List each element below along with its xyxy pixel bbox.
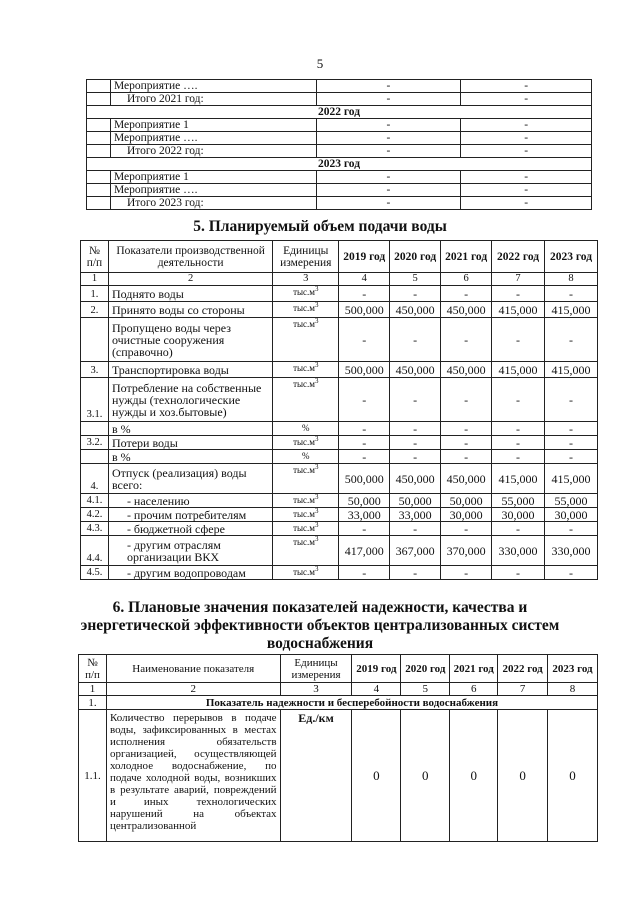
measure-name: Мероприятие …. (110, 184, 316, 197)
unit-text: тыс.м (293, 437, 315, 447)
group-title: Показатель надежности и бесперебойности водоснабжения (106, 696, 597, 710)
header-year: 2021 год (450, 655, 498, 683)
row-value: - (492, 318, 545, 362)
measure-row (87, 80, 592, 93)
index-cell: 3 (280, 683, 352, 696)
measure-value: - (316, 197, 461, 210)
row-value: 415,000 (492, 302, 545, 318)
row-value: - (339, 318, 390, 362)
measure-total-label: Итого 2023 год: (110, 197, 316, 210)
measure-value: - (316, 184, 461, 197)
row-unit (273, 286, 339, 302)
year-heading: 2023 год (87, 158, 592, 171)
row-indicator: - населению (108, 494, 272, 508)
row-num: 3.1. (81, 378, 109, 422)
page-number: 5 (316, 56, 324, 71)
unit-superscript: 3 (314, 493, 319, 501)
row-value: - (390, 450, 441, 464)
header-indicator: Наименование показателя (106, 655, 280, 683)
row-num (81, 318, 109, 362)
row-value: 30,000 (441, 508, 492, 522)
unit-superscript: 3 (314, 507, 319, 515)
group-num: 1. (79, 696, 107, 710)
unit-text: тыс.м (293, 287, 315, 297)
row-value: 0 (498, 710, 548, 842)
row-value: 33,000 (339, 508, 390, 522)
row-value: - (441, 318, 492, 362)
row-value: 450,000 (441, 464, 492, 494)
measure-value: - (461, 80, 592, 93)
section6-title-line2: энергетической эффективности объектов централизованных систем (80, 617, 560, 634)
unit-text: тыс.м (293, 363, 315, 373)
section6-title-line3: водоснабжения (266, 635, 374, 652)
row-value: - (545, 436, 598, 450)
measure-row (87, 132, 592, 145)
index-cell: 4 (339, 273, 390, 286)
row-value: 415,000 (545, 464, 598, 494)
row-value: - (390, 378, 441, 422)
row-indicator: - бюджетной сфере (108, 522, 272, 536)
row-num: 3.2. (81, 436, 109, 450)
unit-text: тыс.м (293, 567, 315, 577)
row-value: 0 (401, 710, 450, 842)
row-value: - (492, 378, 545, 422)
row-value: - (441, 566, 492, 580)
table-row (81, 436, 598, 450)
header-year: 2020 год (401, 655, 450, 683)
row-indicator: Принято воды со стороны (108, 302, 272, 318)
row-value: 0 (352, 710, 401, 842)
measure-value: - (461, 171, 592, 184)
table-row (81, 286, 598, 302)
measure-value: - (461, 93, 592, 106)
measure-name: Мероприятие 1 (110, 171, 316, 184)
table-row (81, 362, 598, 378)
row-indicator: в % (108, 422, 272, 436)
unit-text: тыс.м (293, 495, 315, 505)
row-unit (273, 378, 339, 422)
table-row (81, 508, 598, 522)
unit-text: тыс.м (293, 379, 315, 389)
measure-value: - (461, 197, 592, 210)
unit-superscript: 3 (314, 377, 319, 385)
row-num: 3. (81, 362, 109, 378)
unit-text: тыс.м (293, 303, 315, 313)
row-num: 4.3. (81, 522, 109, 536)
row-num: 1.1. (79, 710, 107, 842)
row-value: - (390, 566, 441, 580)
measure-num (87, 197, 111, 210)
row-indicator: - другим водопроводам (108, 566, 272, 580)
row-value: 450,000 (441, 362, 492, 378)
row-unit (273, 318, 339, 362)
row-value: 415,000 (545, 302, 598, 318)
row-unit (273, 566, 339, 580)
table-row (81, 378, 598, 422)
row-indicator: - другим отраслям организации ВКХ (108, 536, 272, 566)
measure-value: - (316, 132, 461, 145)
measure-num (87, 93, 111, 106)
row-value: - (441, 436, 492, 450)
unit-text: тыс.м (293, 465, 315, 475)
row-value: 30,000 (492, 508, 545, 522)
measure-row (87, 197, 592, 210)
row-value: - (441, 450, 492, 464)
row-num: 4. (81, 464, 109, 494)
water-supply-table (80, 240, 598, 580)
measure-num (87, 119, 111, 132)
measure-row (87, 145, 592, 158)
row-indicator: в % (108, 450, 272, 464)
table-row (81, 318, 598, 362)
table-row (81, 422, 598, 436)
row-value: 450,000 (441, 302, 492, 318)
unit-superscript: 3 (314, 285, 319, 293)
row-unit (273, 508, 339, 522)
row-value: 450,000 (390, 362, 441, 378)
unit-text: % (302, 423, 310, 433)
index-cell: 8 (545, 273, 598, 286)
measure-num (87, 184, 111, 197)
row-value: 415,000 (545, 362, 598, 378)
measure-row (87, 93, 592, 106)
row-value: - (390, 422, 441, 436)
row-value: - (492, 286, 545, 302)
row-unit (273, 362, 339, 378)
row-value: - (492, 422, 545, 436)
measure-value: - (461, 119, 592, 132)
row-value: - (441, 422, 492, 436)
index-cell: 4 (352, 683, 401, 696)
unit-superscript: 3 (314, 361, 319, 369)
row-num (81, 450, 109, 464)
row-unit (273, 522, 339, 536)
unit-text: % (302, 451, 310, 461)
measure-value: - (316, 145, 461, 158)
measure-name: Мероприятие …. (110, 132, 316, 145)
row-value: 415,000 (492, 362, 545, 378)
row-value: 330,000 (545, 536, 598, 566)
header-num: № п/п (81, 241, 109, 273)
row-indicator: Отпуск (реализация) воды всего: (108, 464, 272, 494)
table-row (81, 536, 598, 566)
unit-text: тыс.м (293, 537, 315, 547)
row-value: - (339, 566, 390, 580)
index-cell: 2 (106, 683, 280, 696)
row-value: - (339, 286, 390, 302)
row-value: 0 (548, 710, 598, 842)
header-year: 2019 год (352, 655, 401, 683)
row-value: 450,000 (390, 464, 441, 494)
row-num: 1. (81, 286, 109, 302)
index-cell: 7 (498, 683, 548, 696)
row-value: - (339, 450, 390, 464)
measure-row (87, 158, 592, 171)
row-value: 370,000 (441, 536, 492, 566)
measures-table (86, 79, 592, 210)
row-unit (273, 450, 339, 464)
table-row (81, 566, 598, 580)
row-value: - (390, 522, 441, 536)
index-cell: 1 (79, 683, 107, 696)
header-num: № п/п (79, 655, 107, 683)
row-value: 330,000 (492, 536, 545, 566)
header-year: 2023 год (545, 241, 598, 273)
measure-value: - (316, 93, 461, 106)
row-unit: Ед./км (280, 710, 352, 842)
measure-num (87, 145, 111, 158)
row-value: - (545, 286, 598, 302)
header-indicator: Показатели производственной деятельности (108, 241, 272, 273)
row-value: - (492, 436, 545, 450)
measure-row (87, 184, 592, 197)
row-value: - (545, 318, 598, 362)
table-row (81, 464, 598, 494)
row-unit (273, 494, 339, 508)
unit-text: тыс.м (293, 319, 315, 329)
unit-text: тыс.м (293, 509, 315, 519)
row-value: - (339, 422, 390, 436)
row-indicator: - прочим потребителям (108, 508, 272, 522)
row-value: - (441, 286, 492, 302)
index-cell: 7 (492, 273, 545, 286)
row-value: - (441, 522, 492, 536)
reliability-table (78, 654, 598, 842)
row-num: 4.4. (81, 536, 109, 566)
header-year: 2022 год (492, 241, 545, 273)
row-indicator: Потребление на собственные нужды (технологические нужды и хоз.бытовые) (108, 378, 272, 422)
row-value: 500,000 (339, 302, 390, 318)
row-value: - (441, 378, 492, 422)
row-value: - (390, 318, 441, 362)
row-num: 4.1. (81, 494, 109, 508)
row-value: - (545, 378, 598, 422)
measure-total-label: Итого 2022 год: (110, 145, 316, 158)
unit-superscript: 3 (314, 435, 319, 443)
row-unit (273, 422, 339, 436)
row-value: - (390, 436, 441, 450)
index-cell: 5 (401, 683, 450, 696)
header-year: 2022 год (498, 655, 548, 683)
measure-row (87, 171, 592, 184)
measure-row (87, 119, 592, 132)
index-cell: 2 (108, 273, 272, 286)
unit-superscript: 3 (314, 565, 319, 573)
index-cell: 1 (81, 273, 109, 286)
table-row (81, 494, 598, 508)
unit-superscript: 3 (314, 301, 319, 309)
row-indicator: Потери воды (108, 436, 272, 450)
row-value: - (339, 436, 390, 450)
row-value: 55,000 (492, 494, 545, 508)
row-value: 500,000 (339, 362, 390, 378)
measure-value: - (461, 145, 592, 158)
index-cell: 8 (548, 683, 598, 696)
measure-value: - (316, 80, 461, 93)
row-value: 367,000 (390, 536, 441, 566)
row-value: 50,000 (390, 494, 441, 508)
unit-superscript: 3 (314, 521, 319, 529)
measure-num (87, 171, 111, 184)
row-value: 415,000 (492, 464, 545, 494)
unit-superscript: 3 (314, 535, 319, 543)
section6-title-line1: 6. Плановые значения показателей надежности, качества и (112, 599, 528, 616)
row-value: - (545, 450, 598, 464)
measure-num (87, 80, 111, 93)
index-cell: 5 (390, 273, 441, 286)
row-num: 2. (81, 302, 109, 318)
measure-value: - (316, 171, 461, 184)
row-value: - (339, 378, 390, 422)
row-num (81, 422, 109, 436)
measure-name: Мероприятие …. (110, 80, 316, 93)
unit-superscript: 3 (314, 317, 319, 325)
table-row (81, 522, 598, 536)
row-indicator: Количество перерывов в подаче воды, зафиксированных в местах исполнения обязательств организацией, осуществляющей холодное водоснабжение, по подаче холодной воды, возникших в результате аварий, повреждений и иных технологических нарушений на объектах централизованной (106, 710, 280, 842)
header-year: 2021 год (441, 241, 492, 273)
row-value: 417,000 (339, 536, 390, 566)
year-heading: 2022 год (87, 106, 592, 119)
header-year: 2019 год (339, 241, 390, 273)
row-value: - (492, 450, 545, 464)
row-num: 4.2. (81, 508, 109, 522)
header-unit: Единицы измерения (273, 241, 339, 273)
row-value: - (545, 566, 598, 580)
row-value: - (545, 522, 598, 536)
section5-title: 5. Планируемый объем подачи воды (193, 218, 447, 235)
row-unit (273, 536, 339, 566)
row-value: 55,000 (545, 494, 598, 508)
row-value: 33,000 (390, 508, 441, 522)
measure-name: Мероприятие 1 (110, 119, 316, 132)
row-unit (273, 302, 339, 318)
row-value: 50,000 (441, 494, 492, 508)
row-value: 50,000 (339, 494, 390, 508)
index-cell: 6 (441, 273, 492, 286)
table-row (81, 302, 598, 318)
row-value: - (339, 522, 390, 536)
header-year: 2023 год (548, 655, 598, 683)
measure-total-label: Итого 2021 год: (110, 93, 316, 106)
index-cell: 6 (450, 683, 498, 696)
row-value: - (492, 522, 545, 536)
measure-value: - (316, 119, 461, 132)
row-unit (273, 436, 339, 450)
row-value: 450,000 (390, 302, 441, 318)
measure-value: - (461, 132, 592, 145)
row-value: - (545, 422, 598, 436)
header-year: 2020 год (390, 241, 441, 273)
row-value: 500,000 (339, 464, 390, 494)
measure-value: - (461, 184, 592, 197)
row-value: - (492, 566, 545, 580)
table-row (81, 450, 598, 464)
unit-superscript: 3 (314, 463, 319, 471)
index-cell: 3 (273, 273, 339, 286)
row-value: 0 (450, 710, 498, 842)
row-indicator: Пропущено воды через очистные сооружения (справочно) (108, 318, 272, 362)
measure-num (87, 132, 111, 145)
header-unit: Единицы измерения (280, 655, 352, 683)
row-value: 30,000 (545, 508, 598, 522)
row-indicator: Транспортировка воды (108, 362, 272, 378)
measure-row (87, 106, 592, 119)
row-value: - (390, 286, 441, 302)
row-indicator: Поднято воды (108, 286, 272, 302)
unit-text: тыс.м (293, 523, 315, 533)
row-num: 4.5. (81, 566, 109, 580)
row-unit (273, 464, 339, 494)
